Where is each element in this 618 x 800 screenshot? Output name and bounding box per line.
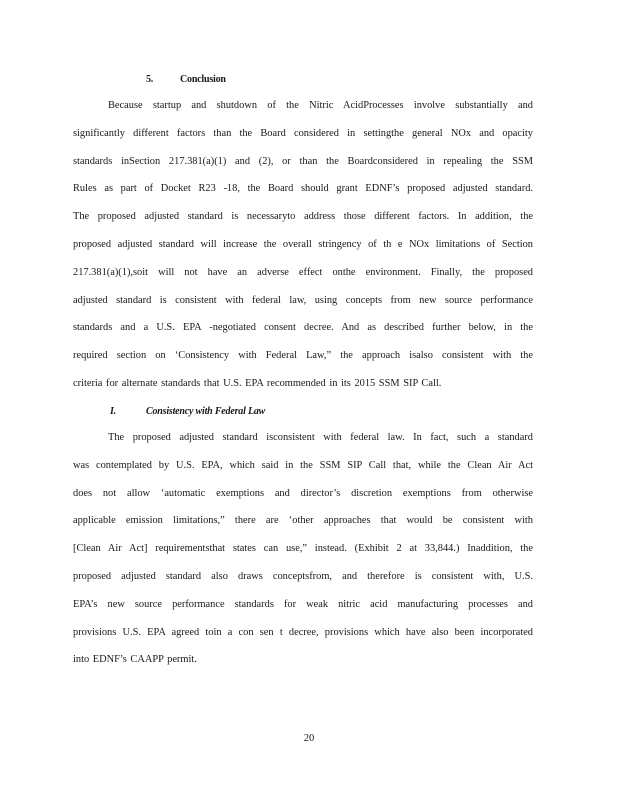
section-number: I. bbox=[110, 406, 116, 417]
text-line: 217.381(a)(1),soit will not have an adverse effect onthe environment. Finally, the proposed bbox=[73, 266, 533, 278]
section-heading-consistency bbox=[110, 406, 265, 417]
text-line: Because startup and shutdown of the Nitric AcidProcesses involve substantially and bbox=[108, 100, 533, 111]
text-line: standards and a U.S. EPA -negotiated consent decree. And as described further below, in the bbox=[73, 322, 533, 334]
text-line: criteria for alternate standards that U.S. EPA recommended in its 2015 SSM SIP Call. bbox=[73, 377, 442, 389]
text-line: required section on ‘Consistency with Federal Law,” the approach isalso consistent with the bbox=[73, 350, 533, 362]
section-heading-conclusion bbox=[146, 74, 226, 85]
conclusion-paragraph bbox=[73, 92, 533, 398]
text-line: adjusted standard is consistent with federal law, using concepts from new source performance bbox=[73, 294, 533, 306]
section-number: 5. bbox=[146, 74, 154, 85]
text-line: proposed adjusted standard will increase the overall stringency of th e NOx limitations of Section bbox=[73, 238, 533, 250]
text-line: does not allow ‘automatic exemptions and director’s discretion exemptions from otherwise bbox=[73, 487, 533, 499]
consistency-paragraph bbox=[73, 424, 533, 674]
text-line: standards inSection 217.381(a)(1) and (2), or than the Boardconsidered in repealing the SSM bbox=[73, 155, 533, 167]
text-line: Rules as part of Docket R23 -18, the Board should grant EDNF’s proposed adjusted standard. bbox=[73, 183, 533, 195]
text-line: into EDNF’s CAAPP permit. bbox=[73, 654, 197, 666]
text-line: proposed adjusted standard also draws conceptsfrom, and therefore is consistent with, U.S. bbox=[73, 570, 533, 582]
text-line: was contemplated by U.S. EPA, which said in the SSM SIP Call that, while the Clean Air Act bbox=[73, 459, 533, 471]
section-title: Consistency with Federal Law bbox=[146, 406, 266, 417]
text-line: The proposed adjusted standard is necessaryto address those different factors. In addition, the bbox=[73, 211, 533, 223]
page-number: 20 bbox=[303, 733, 315, 744]
text-line: The proposed adjusted standard isconsistent with federal law. In fact, such a standard bbox=[108, 432, 533, 443]
section-title: Conclusion bbox=[180, 74, 226, 85]
text-line: EPA’s new source performance standards for weak nitric acid manufacturing processes and bbox=[73, 598, 533, 610]
text-line: [Clean Air Act] requirementsthat states can use,” instead. (Exhibit 2 at 33,844.) Inaddition, the bbox=[73, 543, 533, 555]
text-line: provisions U.S. EPA agreed toin a con sen t decree, provisions which have also been incorporated bbox=[73, 626, 533, 638]
text-line: significantly different factors than the Board considered in settingthe general NOx and opacity bbox=[73, 127, 533, 139]
text-line: applicable emission limitations,” there are ‘other approaches that would be consistent with bbox=[73, 515, 533, 527]
